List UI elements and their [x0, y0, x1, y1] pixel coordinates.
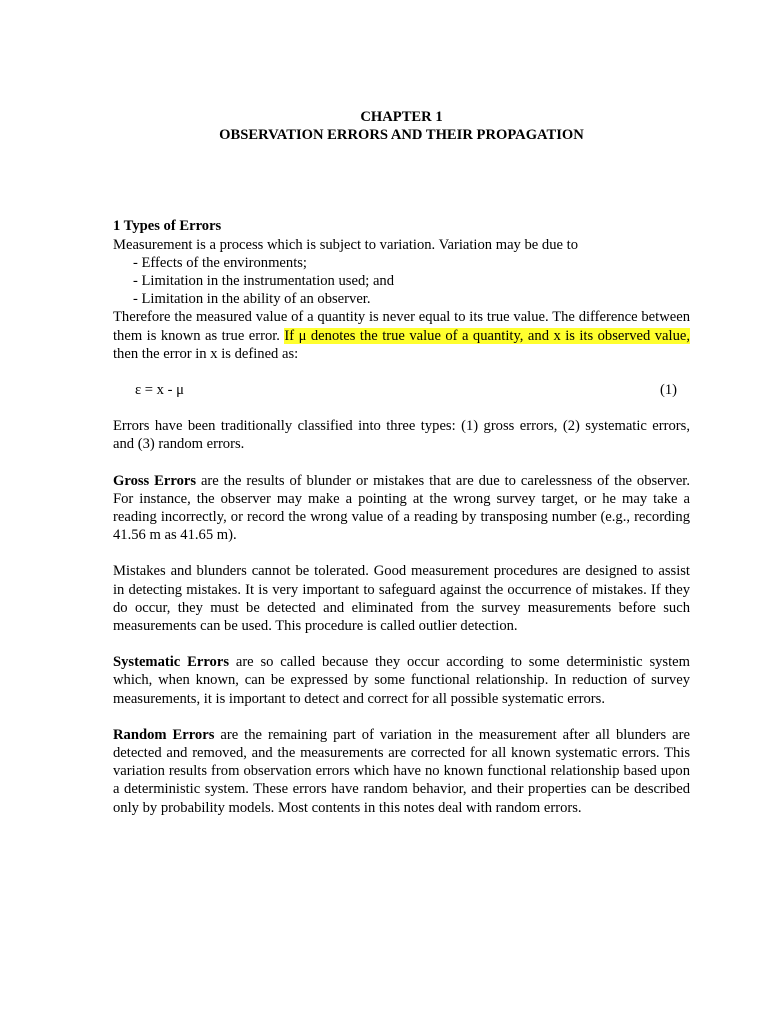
list-item: - Effects of the environments;	[133, 254, 307, 271]
true-error-text-end: then the error in x is defined as:	[113, 345, 299, 362]
variation-causes-list	[113, 254, 690, 309]
random-errors-paragraph	[113, 726, 690, 817]
intro-paragraph: Measurement is a process which is subject to variation. Variation may be due to	[113, 236, 578, 253]
true-error-text: Therefore the measured value of a quantity is never equal to its true value. The difference between them is known as true error.	[113, 309, 690, 344]
section-heading: 1 Types of Errors	[113, 218, 222, 235]
equation-number: (1)	[659, 382, 677, 399]
random-errors-term: Random Errors	[113, 726, 215, 743]
systematic-errors-text: are so called because they occur according to some deterministic system which, when known, can be expressed by some functional relationship. In reduction of survey measurements, it is important to detect and correct for all possible systematic errors.	[113, 654, 690, 707]
list-item: - Limitation in the instrumentation used; and	[133, 273, 395, 290]
gross-errors-text: are the results of blunder or mistakes that are due to carelessness of the observer. For instance, the observer may make a pointing at the wrong survey target, or he may take a reading incorrectly, or record the wrong value of a reading by transposing number (e.g., recording 41.56 m as 41.65 m).	[113, 472, 691, 544]
mistakes-paragraph: Mistakes and blunders cannot be tolerated. Good measurement procedures are designed to assist in detecting mistakes. It is very important to safeguard against the occurrence of mistakes. If they do occur, they must be detected and eliminated from the survey measurements before such measurements can be used. This procedure is called outlier detection.	[113, 563, 690, 635]
random-errors-text: are the remaining part of variation in the measurement after all blunders are detected and removed, and the measurements are corrected for all known systematic errors. This variation results from observation errors which have no known functional relationship based upon a deterministic system. These errors have random behavior, and their properties can be described only by probability models. Most contents in this notes deal with random errors.	[113, 726, 690, 816]
gross-errors-paragraph	[113, 472, 690, 545]
systematic-errors-paragraph	[113, 653, 690, 708]
highlighted-text: If μ denotes the true value of a quantity, and x is its observed value,	[284, 327, 691, 344]
chapter-label: CHAPTER 1	[360, 109, 443, 125]
systematic-errors-term: Systematic Errors	[113, 654, 229, 671]
list-item: - Limitation in the ability of an observer.	[133, 291, 371, 308]
equation-row	[113, 381, 690, 399]
classification-paragraph: Errors have been traditionally classified into three types: (1) gross errors, (2) systematic errors, and (3) random errors.	[113, 418, 690, 453]
chapter-title: OBSERVATION ERRORS AND THEIR PROPAGATION	[219, 127, 584, 144]
equation: ε = x - μ	[135, 382, 184, 399]
document-page	[113, 108, 690, 817]
true-error-paragraph	[113, 308, 690, 363]
gross-errors-term: Gross Errors	[113, 472, 197, 489]
